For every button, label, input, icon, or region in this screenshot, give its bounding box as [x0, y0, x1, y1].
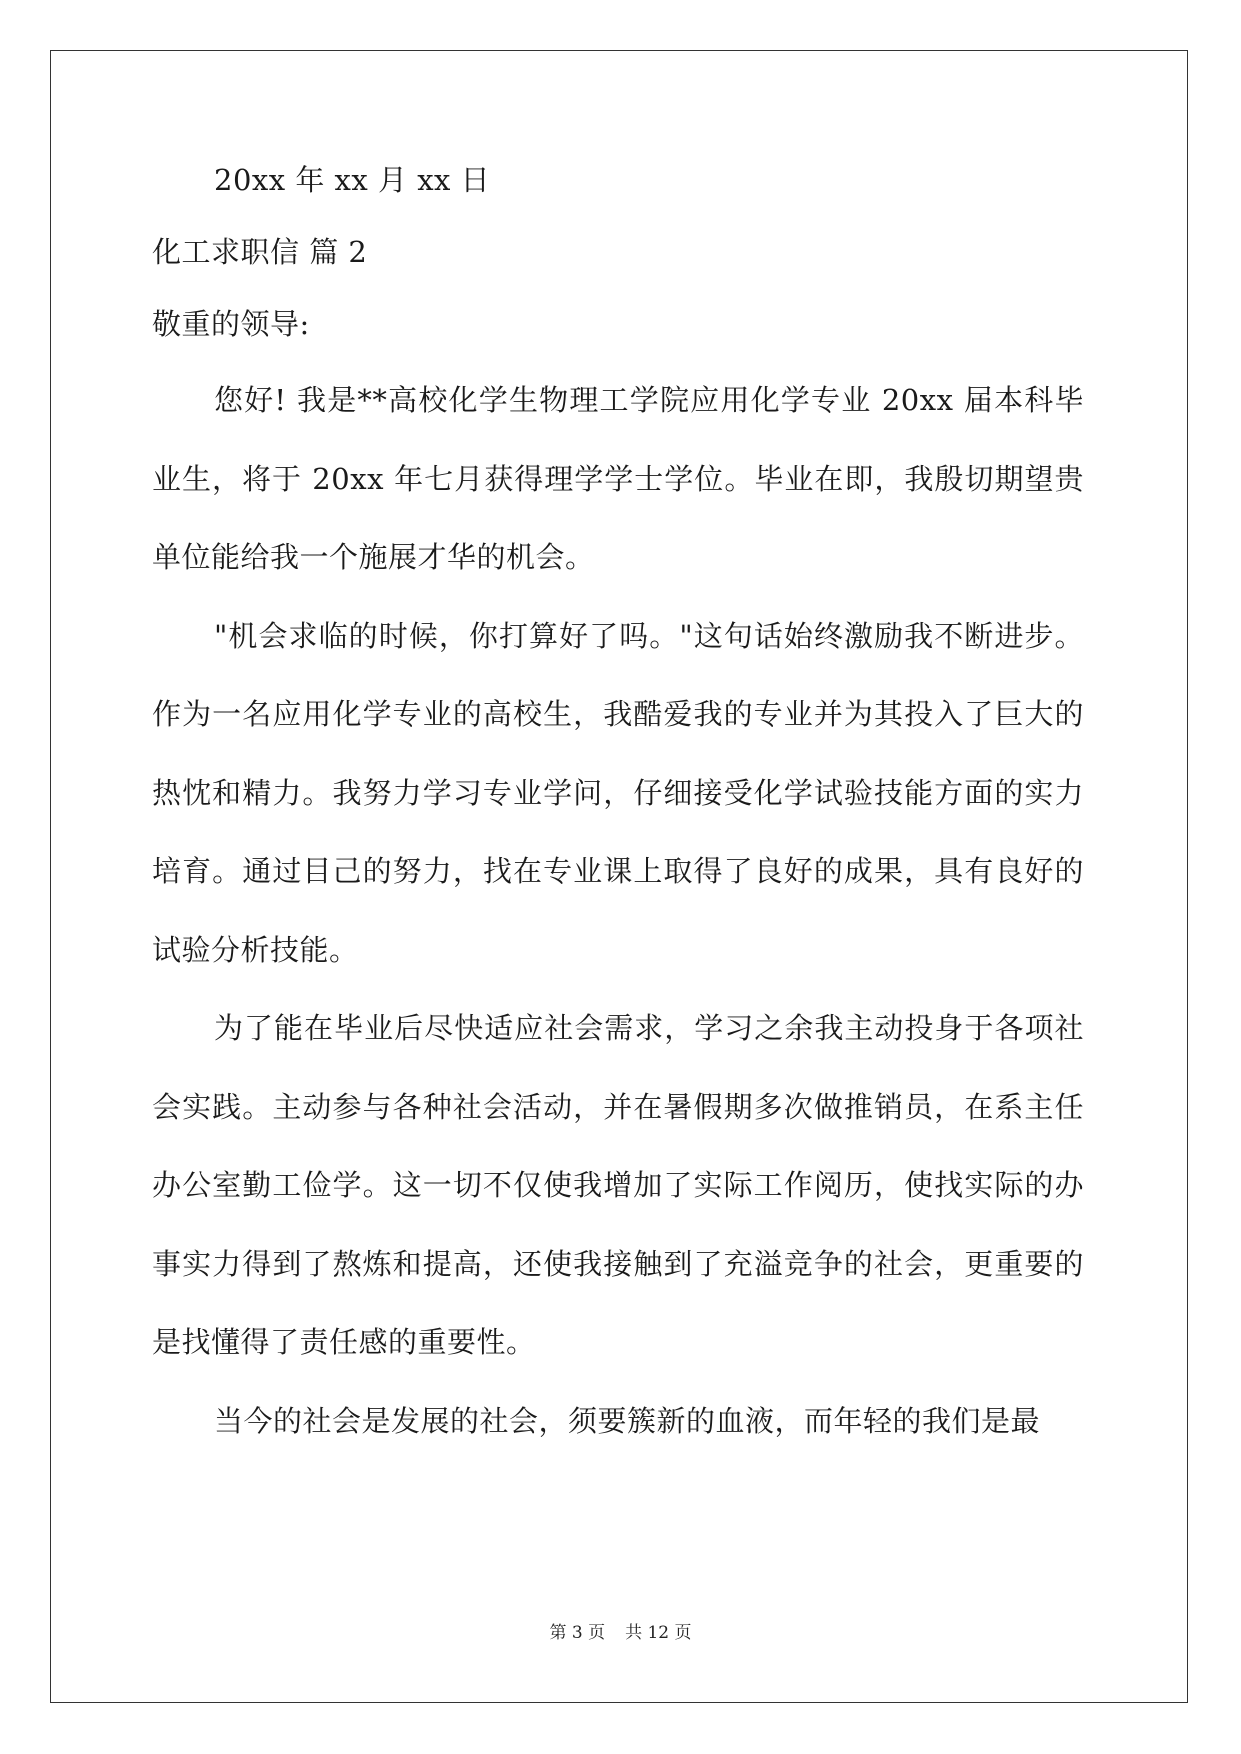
page-number: 第 3 页 — [549, 1623, 606, 1643]
paragraph: "机会求临的时候，你打算好了吗。"这句话始终激励我不断进步。作为一名应用化学专业的高校生，我酷爱我的专业并为其投入了巨大的热忱和精力。我努力学习专业学问，仔细接受化学试验技能方面的实力培育。通过目己的努力，找在专业课上取得了良好的成果，具有良好的试验分析技能。 — [152, 618, 1084, 967]
document-body — [152, 162, 1084, 1460]
paragraph: 为了能在毕业后尽快适应社会需求，学习之余我主动投身于各项社会实践。主动参与各种社会活动，并在暑假期多次做推销员，在系主任办公室勤工俭学。这一切不仅使我增加了实际工作阅历，使找实际的办事实力得到了熬炼和提高，还使我接触到了充溢竞争的社会，更重要的是找懂得了责任感的重要性。 — [152, 1011, 1084, 1359]
paragraph: 当今的社会是发展的社会，须要簇新的血液，而年轻的我们是最 — [214, 1403, 1041, 1438]
page-total: 共 12 页 — [625, 1623, 692, 1643]
paragraph: 您好! 我是**高校化学生物理工学院应用化学专业 20xx 届本科毕业生，将于 20xx 年七月获得理学学士学位。毕业在即，我殷切期望贵单位能给我一个施展才华的机会。 — [152, 383, 1084, 574]
salutation: 敬重的领导: — [152, 307, 310, 341]
section-title: 化工求职信 篇 2 — [152, 235, 368, 269]
date-line: 20xx 年 xx 月 xx 日 — [214, 163, 491, 197]
page-footer — [0, 1622, 1241, 1644]
